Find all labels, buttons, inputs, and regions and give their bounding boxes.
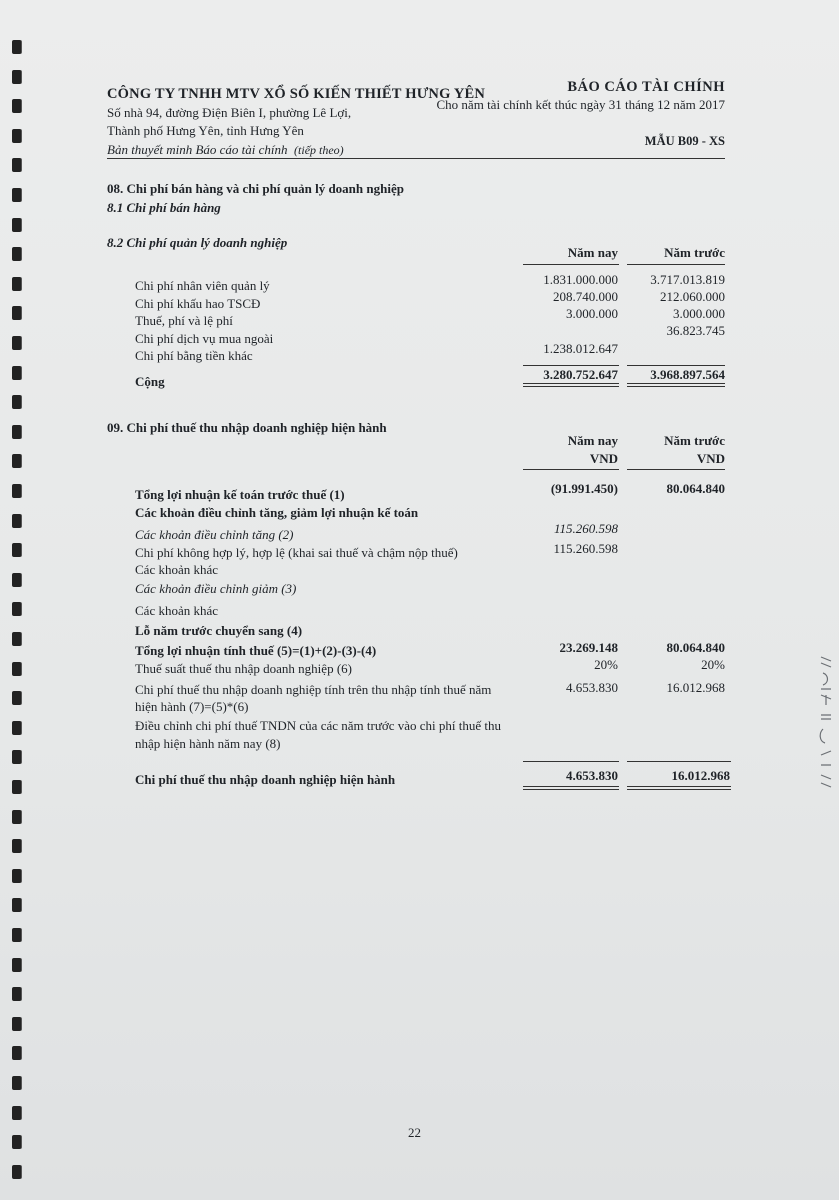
notes-title-suffix: (tiếp theo) (294, 143, 344, 157)
taxable-profit-label: Tổng lợi nhuận tính thuế (5)=(1)+(2)-(3)-(4) (135, 643, 377, 658)
total-line-top (523, 365, 619, 366)
binding-hole (12, 958, 21, 972)
decrease-adjustments-label: Các khoản điều chỉnh giảm (3) (135, 581, 297, 596)
binding-hole (12, 395, 21, 409)
binding-hole (12, 336, 21, 350)
total-label: Cộng (135, 374, 165, 389)
current-tax-computed-current: 4.653.830 (566, 680, 618, 695)
table-row-label: Chi phí bằng tiền khác (135, 348, 253, 363)
table-row-label: Thuế, phí và lệ phí (135, 313, 233, 328)
tax-rate-label: Thuế suất thuế thu nhập doanh nghiệp (6) (135, 661, 352, 676)
adjustments-label: Các khoản điều chỉnh tăng, giảm lợi nhuận kế toán (135, 505, 419, 520)
binding-hole (12, 1135, 21, 1149)
binding-hole (12, 247, 21, 261)
col-current-header: Năm nay (567, 245, 618, 260)
total-double-line (523, 386, 619, 387)
total-double-line (523, 789, 619, 790)
total-double-line (627, 789, 731, 790)
company-address-line1: Số nhà 94, đường Điện Biên I, phường Lê Lợi, (107, 105, 352, 120)
current-tax-total-prior: 16.012.968 (671, 768, 730, 783)
table-row-label: Chi phí khấu hao TSCĐ (135, 296, 261, 311)
binding-hole (12, 721, 21, 735)
col-prior-header: Năm trước (664, 433, 725, 448)
other-items-label: Các khoản khác (135, 603, 219, 618)
report-title: BÁO CÁO TÀI CHÍNH (567, 79, 725, 95)
binding-hole (12, 987, 21, 1001)
other-items-label: Các khoản khác (135, 562, 219, 577)
taxable-profit-prior: 80.064.840 (666, 640, 725, 655)
binding-hole (12, 810, 21, 824)
binding-hole (12, 188, 21, 202)
binding-hole (12, 99, 21, 113)
binding-hole (12, 1017, 21, 1031)
prior-year-tax-adjust-label-cont: nhập hiện hành năm nay (8) (135, 736, 281, 751)
binding-hole (12, 750, 21, 764)
col-prior-unit: VND (696, 451, 725, 466)
col-prior-underline (627, 469, 725, 470)
binding-hole (12, 366, 21, 380)
binding-hole (12, 277, 21, 291)
notes-title (107, 142, 344, 158)
total-current: 3.280.752.647 (543, 367, 618, 382)
total-line-top (523, 761, 619, 762)
page-number: 22 (408, 1125, 421, 1140)
table-row-current: 208.740.000 (553, 289, 618, 304)
binding-hole (12, 70, 21, 84)
taxable-profit-current: 23.269.148 (559, 640, 618, 655)
table-row-current: 3.000.000 (566, 306, 618, 321)
tax-rate-prior: 20% (701, 657, 725, 672)
binding-hole (12, 543, 21, 557)
total-double-line (627, 383, 725, 384)
prior-year-tax-adjust-label: Điều chỉnh chi phí thuế TNDN của các năm trước vào chi phí thuế thu (135, 718, 502, 733)
section-82-title: 8.2 Chi phí quản lý doanh nghiệp (107, 235, 288, 250)
binding-hole (12, 839, 21, 853)
col-current-header: Năm nay (567, 433, 618, 448)
binding-hole (12, 1165, 21, 1179)
handwritten-mark (815, 655, 837, 795)
col-current-underline (523, 469, 619, 470)
section-09-title: 09. Chi phí thuế thu nhập doanh nghiệp hiện hành (107, 420, 387, 435)
table-row-prior: 3.000.000 (673, 306, 725, 321)
profit-before-tax-label: Tổng lợi nhuận kế toán trước thuế (1) (135, 487, 345, 502)
binding-hole (12, 928, 21, 942)
binding-hole (12, 218, 21, 232)
profit-before-tax-prior: 80.064.840 (666, 481, 725, 496)
current-tax-computed-label-cont: hiện hành (7)=(5)*(6) (135, 699, 249, 714)
table-row-current: 1.831.000.000 (543, 272, 618, 287)
total-double-line (523, 383, 619, 384)
table-row-label: Chi phí dịch vụ mua ngoài (135, 331, 274, 346)
col-prior-underline (627, 264, 725, 265)
total-line-top (627, 761, 731, 762)
company-name: CÔNG TY TNHH MTV XỔ SỐ KIẾN THIẾT HƯNG YÊN (107, 86, 486, 102)
table-row-label: Chi phí nhân viên quản lý (135, 278, 270, 293)
table-row-prior: 212.060.000 (660, 289, 725, 304)
table-row-current: 1.238.012.647 (543, 341, 618, 356)
form-code: MẪU B09 - XS (644, 134, 725, 148)
current-tax-total-label: Chi phí thuế thu nhập doanh nghiệp hiện hành (135, 772, 396, 787)
binding-hole (12, 514, 21, 528)
section-08-title: 08. Chi phí bán hàng và chi phí quản lý doanh nghiệp (107, 181, 404, 196)
binding-hole (12, 632, 21, 646)
increase-adjustments-current: 115.260.598 (553, 521, 618, 536)
company-address-line2: Thành phố Hưng Yên, tỉnh Hưng Yên (107, 123, 304, 138)
binding-hole (12, 306, 21, 320)
binding-hole (12, 158, 21, 172)
binding-hole (12, 869, 21, 883)
prior-year-loss-label: Lỗ năm trước chuyển sang (4) (135, 623, 303, 638)
binding-hole (12, 662, 21, 676)
profit-before-tax-current: (91.991.450) (550, 481, 618, 496)
col-current-unit: VND (589, 451, 618, 466)
binding-hole (12, 1106, 21, 1120)
binding-hole (12, 691, 21, 705)
total-double-line (627, 386, 725, 387)
table-row-prior: 3.717.013.819 (650, 272, 725, 287)
increase-adjustments-label: Các khoản điều chỉnh tăng (2) (135, 527, 294, 542)
binding-hole (12, 898, 21, 912)
col-prior-header: Năm trước (664, 245, 725, 260)
tax-rate-current: 20% (594, 657, 618, 672)
notes-title-text: Bản thuyết minh Báo cáo tài chính (107, 142, 288, 157)
table-row-prior: 36.823.745 (666, 323, 725, 338)
total-prior: 3.968.897.564 (650, 367, 725, 382)
nondeductible-expense-current: 115.260.598 (553, 541, 618, 556)
report-period: Cho năm tài chính kết thúc ngày 31 tháng 12 năm 2017 (436, 97, 725, 112)
section-81-title: 8.1 Chi phí bán hàng (107, 200, 221, 215)
total-line-top (627, 365, 725, 366)
binding-hole (12, 454, 21, 468)
nondeductible-expense-label: Chi phí không hợp lý, hợp lệ (khai sai thuế và chậm nộp thuế) (135, 545, 458, 560)
binding-hole (12, 129, 21, 143)
binding-hole (12, 40, 21, 54)
binding-hole (12, 425, 21, 439)
binding-hole (12, 573, 21, 587)
binding-hole (12, 484, 21, 498)
header-divider (107, 158, 725, 159)
binding-hole (12, 1046, 21, 1060)
current-tax-total-current: 4.653.830 (566, 768, 618, 783)
current-tax-computed-prior: 16.012.968 (666, 680, 725, 695)
spiral-binding (12, 40, 26, 1190)
binding-hole (12, 780, 21, 794)
total-double-line (523, 786, 619, 787)
binding-hole (12, 1076, 21, 1090)
current-tax-computed-label: Chi phí thuế thu nhập doanh nghiệp tính trên thu nhập tính thuế năm (135, 682, 492, 697)
binding-hole (12, 602, 21, 616)
col-current-underline (523, 264, 619, 265)
total-double-line (627, 786, 731, 787)
